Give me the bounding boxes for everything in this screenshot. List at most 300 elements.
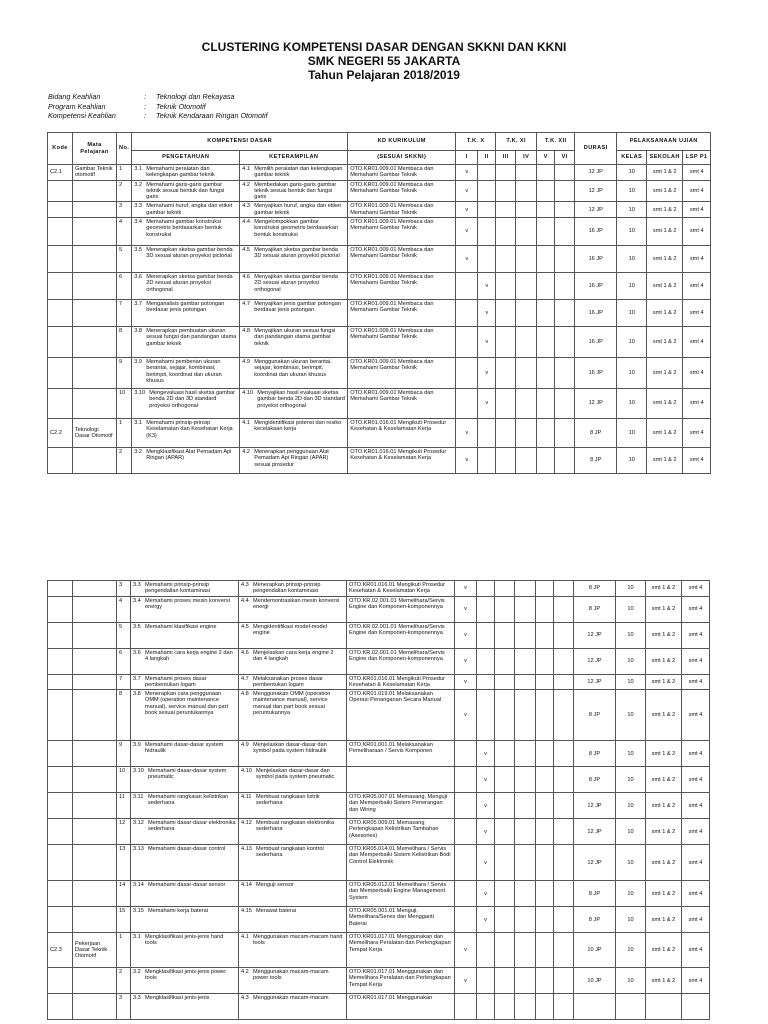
cell-kode xyxy=(48,581,73,597)
cell-kode: C2.3 xyxy=(48,933,73,968)
cell-kode xyxy=(48,793,73,819)
kd-number: 4.4 xyxy=(242,219,250,226)
cell-no: 5 xyxy=(117,622,131,648)
cell-sem-4 xyxy=(516,389,537,419)
cell-sem-5 xyxy=(536,994,554,1020)
cell-sem-6 xyxy=(555,218,575,246)
kd-number: 3.4 xyxy=(134,219,142,226)
kd-number: 3.1 xyxy=(133,934,141,941)
cell-sem-6 xyxy=(554,690,574,741)
col-mata-pelajaran: Mata Pelajaran xyxy=(73,133,117,165)
cell-kd-kurikulum: OTO.KR05.014.01 Memelihara / Servis dan Memperbaiki Sistem Kelistrikan Bodi Control Elektronik xyxy=(347,845,455,881)
cell-mata-pelajaran xyxy=(73,767,117,793)
cell-kd-kurikulum: OTO.KR01.017.01 Menggunakan dan Memelihara Peralatan dan Perlengkapan Tempat Kerja xyxy=(347,968,455,994)
cell-durasi: 8 JP xyxy=(574,907,616,933)
cell-sem-1: v xyxy=(455,581,477,597)
kd-text: Memahami kerja baterai xyxy=(148,908,209,915)
cell-sem-2: v xyxy=(477,741,495,767)
col-no: No. xyxy=(117,133,132,165)
cell-no: 1 xyxy=(117,165,132,181)
table-row xyxy=(48,273,711,300)
cell-sekolah: smt 1 & 2 xyxy=(646,767,682,793)
kd-number: 3.3 xyxy=(133,582,141,588)
kd-text: Mengidentifikasi model-model engine xyxy=(253,623,327,636)
cell-sem-2 xyxy=(477,933,495,968)
cell-sem-4 xyxy=(515,741,536,767)
meta-sep: : xyxy=(144,92,146,101)
cell-sem-5 xyxy=(537,327,555,358)
cell-kelas: 10 xyxy=(616,819,646,845)
cell-sem-4 xyxy=(515,968,536,994)
cell-sem-1 xyxy=(456,327,478,358)
cell-sem-3 xyxy=(496,273,516,300)
cell-keterampilan xyxy=(239,581,347,597)
kd-text: Menjelaskan cara kerja engine 2 dan 4 langkah xyxy=(253,649,334,662)
cell-pengetahuan xyxy=(132,448,240,474)
cell-pengetahuan xyxy=(131,741,239,767)
kd-text: Membuat rangkaian listrik sederhana xyxy=(256,794,320,807)
cell-durasi: 12 JP xyxy=(575,180,617,202)
table-row xyxy=(48,596,710,622)
kd-number: 4.1 xyxy=(242,420,250,427)
cell-sem-4 xyxy=(515,674,536,690)
cell-sem-5 xyxy=(537,202,555,218)
cell-sem-6 xyxy=(554,648,574,674)
cell-sem-3 xyxy=(495,994,515,1020)
meta-key: Bidang Keahlian xyxy=(48,92,101,101)
cell-sekolah: smt 1 & 2 xyxy=(646,648,682,674)
cell-mata-pelajaran xyxy=(73,596,117,622)
col-sesuai-skkni: (SESUAI SKKNI) xyxy=(348,151,456,165)
cell-kelas: 10 xyxy=(616,881,646,907)
cell-no: 7 xyxy=(117,674,131,690)
cell-kd-kurikulum: OTO.KR05.012.01 Memelihara / Servis dan Memperbaiki Engine Management System xyxy=(347,881,455,907)
cell-sem-6 xyxy=(555,246,575,273)
cell-kd-kurikulum: OTO.KR01.009.01 Membaca dan Memahami Gambar Teknik xyxy=(348,165,456,181)
cell-sem-3 xyxy=(495,648,515,674)
cell-sem-3 xyxy=(495,690,515,741)
cell-sem-4 xyxy=(516,419,537,448)
kd-number: 4.2 xyxy=(242,449,250,456)
cell-lsp-p1: smt 4 xyxy=(683,165,711,181)
kd-number: 3.10 xyxy=(134,390,146,397)
cell-kd-kurikulum: OTO.KR01.017.01 Menggunakan dan Memelihara Peralatan dan Perlengkapan Tempat Kerja xyxy=(347,933,455,968)
cell-lsp-p1: smt 4 xyxy=(682,907,710,933)
kd-text: Memahami prinsip-prinsip pengendalian kontaminasi xyxy=(145,582,210,595)
cell-sem-3 xyxy=(495,881,515,907)
kd-number: 3.14 xyxy=(133,882,144,889)
cell-durasi: 12 JP xyxy=(575,202,617,218)
cell-lsp-p1: smt 4 xyxy=(683,448,711,474)
cell-sem-5 xyxy=(536,793,554,819)
cell-lsp-p1: smt 4 xyxy=(683,246,711,273)
table-row xyxy=(48,419,711,448)
cell-no: 6 xyxy=(117,273,132,300)
cell-kelas: 10 xyxy=(617,448,647,474)
cell-sem-4 xyxy=(515,819,536,845)
kd-number: 3.2 xyxy=(134,181,142,188)
kd-text: Menerapkan penggunaan Alat Pemadam Api Ringan (APAR) sesuai prosedur xyxy=(254,449,329,468)
cell-no: 4 xyxy=(117,218,132,246)
cell-sekolah: smt 1 & 2 xyxy=(647,448,683,474)
cell-mata-pelajaran xyxy=(73,327,117,358)
cell-sem-6 xyxy=(555,300,575,327)
cell-sem-4 xyxy=(515,933,536,968)
cell-sem-1 xyxy=(455,793,477,819)
cell-kd-kurikulum: OTO.KR.02.001.01 Memelihara/Servis Engine dan Komponen-komponennya xyxy=(347,648,455,674)
cell-pengetahuan xyxy=(131,622,239,648)
cell-kd-kurikulum: OTO.KR01.009.01 Membaca dan Memahami Gambar Teknik xyxy=(348,180,456,202)
table-row xyxy=(48,202,711,218)
cell-mata-pelajaran xyxy=(73,358,117,389)
kd-number: 3.4 xyxy=(133,597,141,604)
cell-sem-2: v xyxy=(477,819,495,845)
table-row xyxy=(48,881,710,907)
kd-text: Memahami garis-garis gambar teknik sesuai bentuk dan fungsi garis xyxy=(146,181,225,201)
cell-sem-6 xyxy=(555,419,575,448)
cell-no: 1 xyxy=(117,933,131,968)
kd-number: 4.12 xyxy=(241,820,252,827)
cell-lsp-p1: smt 4 xyxy=(682,767,710,793)
cell-sem-6 xyxy=(555,165,575,181)
cell-lsp-p1: smt 4 xyxy=(683,202,711,218)
cell-keterampilan xyxy=(240,419,348,448)
cell-sem-3 xyxy=(496,327,516,358)
cell-sem-1: v xyxy=(456,180,478,202)
cell-sem-5 xyxy=(536,767,554,793)
cell-sekolah: smt 1 & 2 xyxy=(646,793,682,819)
cell-no: 3 xyxy=(117,202,132,218)
cell-sem-4 xyxy=(515,907,536,933)
cell-kode xyxy=(48,327,73,358)
cell-lsp-p1: smt 4 xyxy=(683,327,711,358)
cell-kode xyxy=(48,994,73,1020)
kd-number: 4.7 xyxy=(241,675,249,682)
cell-sem-2 xyxy=(478,202,496,218)
cell-mata-pelajaran xyxy=(73,741,117,767)
cell-keterampilan xyxy=(240,327,348,358)
cell-sem-5 xyxy=(537,218,555,246)
cell-sem-1: v xyxy=(456,218,478,246)
cell-sem-6 xyxy=(555,327,575,358)
cell-kd-kurikulum: OTO.KR01.016.01 Mengikuti Prosedur Kesehatan & Keselamatan Kerja xyxy=(347,581,455,597)
kd-number: 3.8 xyxy=(134,328,142,335)
kd-text: Memahami klasifikasi engine xyxy=(145,623,217,630)
cell-kode xyxy=(48,218,73,246)
table-row xyxy=(48,819,710,845)
cell-kode xyxy=(48,622,73,648)
col-sem-1: I xyxy=(456,151,478,165)
table-row xyxy=(48,767,710,793)
cell-sem-2: v xyxy=(478,358,496,389)
cell-sem-5 xyxy=(537,419,555,448)
cell-sem-5 xyxy=(536,968,554,994)
cell-sem-6 xyxy=(554,933,574,968)
kd-text: Menggunakan ukuran berantai, sejajar, kombinasi, berimpit, koordinat dan ukuran khusus xyxy=(254,359,332,378)
col-kd-kurikulum: KD KURIKULUM xyxy=(348,133,456,151)
cell-kelas: 10 xyxy=(616,933,646,968)
cell-sem-2 xyxy=(478,218,496,246)
cell-kode xyxy=(48,690,73,741)
kd-text: Mengklasifikasi Alat Pemadam Api Ringan (APAR) xyxy=(146,449,232,462)
cell-sem-6 xyxy=(554,968,574,994)
kd-number: 4.2 xyxy=(241,969,249,976)
cell-mata-pelajaran xyxy=(73,202,117,218)
cell-keterampilan xyxy=(239,622,347,648)
cell-mata-pelajaran xyxy=(73,845,117,881)
cell-kelas: 10 xyxy=(617,389,647,419)
cell-mata-pelajaran xyxy=(73,819,117,845)
kd-text: Memilih peralatan dan kelengkapan gambar teknik xyxy=(254,166,343,179)
cell-durasi: 8 JP xyxy=(574,596,616,622)
cell-durasi: 16 JP xyxy=(575,218,617,246)
cell-kelas: 10 xyxy=(616,907,646,933)
cell-kelas: 10 xyxy=(616,741,646,767)
kd-text: Memahami peralatan dan kelengkapan gambar teknik xyxy=(146,166,215,179)
cell-kd-kurikulum: OTO.KR.02.001.01 Memelihara/Servis Engine dan Komponen-komponennya xyxy=(347,596,455,622)
kd-text: Memahami dasar-dasar system pneumatic xyxy=(148,768,227,781)
cell-sekolah: smt 1 & 2 xyxy=(647,358,683,389)
cell-pengetahuan xyxy=(132,300,240,327)
cell-sem-2 xyxy=(477,968,495,994)
cell-sem-1: v xyxy=(455,648,477,674)
cell-kode xyxy=(48,767,73,793)
cell-sekolah: smt 1 & 2 xyxy=(646,690,682,741)
meta-key: Kompetensi Keahlian xyxy=(48,111,116,121)
cell-sem-2 xyxy=(477,622,495,648)
cell-kelas: 10 xyxy=(617,165,647,181)
cell-sem-3 xyxy=(496,180,516,202)
cell-keterampilan xyxy=(239,907,347,933)
kd-text: Menyajikan sketsa gambar benda 3D sesuai aturan proyeksi pictorial xyxy=(254,247,340,260)
cell-pengetahuan xyxy=(131,690,239,741)
kd-text: Mendemontrasikan mesin konversi energi xyxy=(253,597,340,610)
cell-sem-3 xyxy=(495,581,515,597)
kd-number: 4.11 xyxy=(241,794,252,801)
cell-sem-1: v xyxy=(456,448,478,474)
cell-keterampilan xyxy=(240,165,348,181)
cell-sem-5 xyxy=(537,448,555,474)
cell-sekolah: smt 1 & 2 xyxy=(647,165,683,181)
cell-lsp-p1: smt 4 xyxy=(683,180,711,202)
cell-kode: C2.2 xyxy=(48,419,73,448)
cell-pengetahuan xyxy=(131,648,239,674)
kd-text: Memahami rangkaian kelistrikan sederhana xyxy=(148,794,229,807)
cell-kelas: 10 xyxy=(617,300,647,327)
cell-sem-5 xyxy=(536,881,554,907)
table-row xyxy=(48,246,711,273)
cell-mata-pelajaran xyxy=(73,881,117,907)
doc-title: CLUSTERING KOMPETENSI DASAR DENGAN SKKNI DAN KKNI xyxy=(201,40,567,54)
table-row xyxy=(48,622,710,648)
cell-durasi: 12 JP xyxy=(574,622,616,648)
cell-lsp-p1: smt 4 xyxy=(683,419,711,448)
cell-no: 8 xyxy=(117,690,131,741)
kd-text: Mengklasifikasi jenis-jenis power tools xyxy=(145,969,227,982)
cell-kd-kurikulum: OTO.KR01.009.01 Membaca dan Memahami Gambar Teknik xyxy=(348,202,456,218)
cell-keterampilan xyxy=(239,968,347,994)
cell-durasi: 8 JP xyxy=(574,581,616,597)
cell-lsp-p1: smt 4 xyxy=(683,273,711,300)
kd-number: 3.5 xyxy=(134,247,142,254)
meta-value: Teknik Otomotif xyxy=(156,101,206,111)
cell-kode xyxy=(48,674,73,690)
kd-text: Menerapkan prinsip-prinsip pengendalian kontaminasi xyxy=(253,582,321,595)
cell-durasi: 12 JP xyxy=(575,389,617,419)
kd-text: Memahami gambar konstruksi geometris berdasarkan bentuk konstruksi xyxy=(146,219,222,238)
cell-no: 12 xyxy=(117,819,131,845)
kd-number: 4.9 xyxy=(241,742,249,749)
cell-no: 2 xyxy=(117,180,132,202)
table-row xyxy=(48,994,710,1020)
col-keterampilan: KETERAMPILAN xyxy=(240,151,348,165)
kd-text: Menganalisis gambar potongan berdasar jenis potongan xyxy=(146,301,225,314)
cell-mata-pelajaran xyxy=(73,648,117,674)
kd-number: 4.13 xyxy=(241,846,252,853)
cell-pengetahuan xyxy=(131,793,239,819)
cell-durasi: 12 JP xyxy=(574,674,616,690)
cell-kode xyxy=(48,845,73,881)
cell-durasi: 12 JP xyxy=(574,845,616,881)
cell-keterampilan xyxy=(239,741,347,767)
cell-no: 2 xyxy=(117,968,131,994)
cell-pengetahuan xyxy=(132,327,240,358)
cell-sem-3 xyxy=(495,767,515,793)
kd-number: 4.3 xyxy=(241,995,249,1002)
cell-durasi: 16 JP xyxy=(575,273,617,300)
table-row xyxy=(48,180,711,202)
kd-text: Menyajikan jenis gambar potongan berdasar jenis potongan xyxy=(254,301,341,314)
cell-kd-kurikulum: OTO.KR.02.001.01 Memelihara/Servis Engine dan Komponen-komponennya xyxy=(347,622,455,648)
cell-keterampilan xyxy=(239,933,347,968)
cell-kode xyxy=(48,596,73,622)
kd-text: Menggunakan macam-macam xyxy=(253,995,329,1002)
cell-sekolah: smt 1 & 2 xyxy=(647,419,683,448)
cell-keterampilan xyxy=(239,690,347,741)
kd-text: Menggunakan macam-macam power tools xyxy=(253,969,329,982)
col-kompetensi-dasar: KOMPETENSI DASAR xyxy=(132,133,348,151)
cell-keterampilan xyxy=(239,793,347,819)
col-pengetahuan: PENGETAHUAN xyxy=(132,151,240,165)
cell-sem-6 xyxy=(554,596,574,622)
kd-number: 3.3 xyxy=(134,203,142,210)
cell-kelas: 10 xyxy=(616,674,646,690)
kd-text: Mengklasifikasi jenis-jenis xyxy=(145,995,210,1002)
cell-mata-pelajaran xyxy=(73,581,117,597)
col-sem-2: II xyxy=(478,151,496,165)
cell-kd-kurikulum: OTO.KR01.017.01 Menggunakan xyxy=(347,994,455,1020)
cell-pengetahuan xyxy=(131,907,239,933)
kd-text: Melaksanakan proses dasar pembentukan logam xyxy=(253,675,323,688)
cell-pengetahuan xyxy=(131,674,239,690)
col-kelas: KELAS xyxy=(617,151,647,165)
cell-sem-6 xyxy=(555,273,575,300)
cell-sem-1 xyxy=(456,300,478,327)
cell-kelas: 10 xyxy=(616,596,646,622)
cell-sem-5 xyxy=(537,165,555,181)
cell-sem-4 xyxy=(516,218,537,246)
cell-no: 4 xyxy=(117,596,131,622)
cell-kode xyxy=(48,968,73,994)
cell-sem-2 xyxy=(478,246,496,273)
kd-number: 3.6 xyxy=(133,649,141,656)
cell-sem-4 xyxy=(516,358,537,389)
cell-kode xyxy=(48,648,73,674)
cell-sem-4 xyxy=(515,690,536,741)
kd-text: Memahami prinsip-prinsip Keselamatan dan Kesehatan Kerja (K3) xyxy=(146,420,233,439)
cell-no: 3 xyxy=(117,581,131,597)
cell-sem-3 xyxy=(496,218,516,246)
cell-no: 11 xyxy=(117,793,131,819)
kd-number: 4.7 xyxy=(242,301,250,308)
clustering-table-page-2 xyxy=(47,580,710,1020)
cell-no: 9 xyxy=(117,741,131,767)
cell-sekolah: smt 1 & 2 xyxy=(646,596,682,622)
cell-kd-kurikulum: OTO.KR01.016.01 Mengikuti Prosedur Kesehatan & Keselamatan Kerja xyxy=(348,448,456,474)
col-tk-xii: T.K. XII xyxy=(537,133,575,151)
kd-text: Memahami dasar-dasar system hidraulik xyxy=(145,742,224,755)
cell-mata-pelajaran: Teknologi Dasar Otomotif xyxy=(73,419,117,448)
cell-kelas: 10 xyxy=(616,793,646,819)
kd-text: Menjelaskan dasar-dasar dan symbol pada system hidraulik xyxy=(253,742,327,755)
col-sem-6: VI xyxy=(555,151,575,165)
cell-sem-3 xyxy=(495,907,515,933)
cell-sekolah: smt 1 & 2 xyxy=(647,180,683,202)
cell-sekolah: smt 1 & 2 xyxy=(646,968,682,994)
col-sekolah: SEKOLAH xyxy=(647,151,683,165)
cell-pengetahuan xyxy=(132,273,240,300)
kd-text: Memahami dasar-dasar control xyxy=(148,846,226,853)
col-tk-xi: T.K. XI xyxy=(496,133,537,151)
cell-kelas: 10 xyxy=(617,273,647,300)
cell-sem-3 xyxy=(495,819,515,845)
cell-sem-2 xyxy=(477,648,495,674)
cell-keterampilan xyxy=(239,648,347,674)
cell-sem-5 xyxy=(536,622,554,648)
cell-sem-2: v xyxy=(478,327,496,358)
col-lsp-p1: LSP P1 xyxy=(683,151,711,165)
cell-no: 9 xyxy=(117,358,132,389)
cell-pengetahuan xyxy=(131,933,239,968)
cell-durasi: 16 JP xyxy=(575,246,617,273)
cell-sem-3 xyxy=(496,300,516,327)
table-row xyxy=(48,648,710,674)
cell-kd-kurikulum: OTO.KR01.009.01 Membaca dan Memahami Gambar Teknik xyxy=(348,327,456,358)
cell-mata-pelajaran xyxy=(73,389,117,419)
cell-kd-kurikulum: OTO.KR01.009.01 Membaca dan Memahami Gambar Teknik xyxy=(348,218,456,246)
cell-mata-pelajaran xyxy=(73,907,117,933)
cell-sem-1 xyxy=(456,358,478,389)
cell-sem-1: v xyxy=(456,165,478,181)
cell-sem-6 xyxy=(554,845,574,881)
kd-text: Merawat baterai xyxy=(256,908,297,915)
table-row xyxy=(48,907,710,933)
cell-sem-2: v xyxy=(477,881,495,907)
kd-number: 4.1 xyxy=(242,166,250,172)
cell-kode xyxy=(48,246,73,273)
kd-number: 3.11 xyxy=(133,794,144,801)
cell-pengetahuan xyxy=(131,845,239,881)
school-year: Tahun Pelajaran 2018/2019 xyxy=(308,68,460,82)
cell-pengetahuan xyxy=(131,581,239,597)
cell-keterampilan xyxy=(240,358,348,389)
cell-kode xyxy=(48,389,73,419)
cell-sem-4 xyxy=(516,246,537,273)
cell-sem-4 xyxy=(516,327,537,358)
cell-sem-4 xyxy=(515,881,536,907)
col-tk-x: T.K. X xyxy=(456,133,496,151)
cell-sem-3 xyxy=(495,674,515,690)
